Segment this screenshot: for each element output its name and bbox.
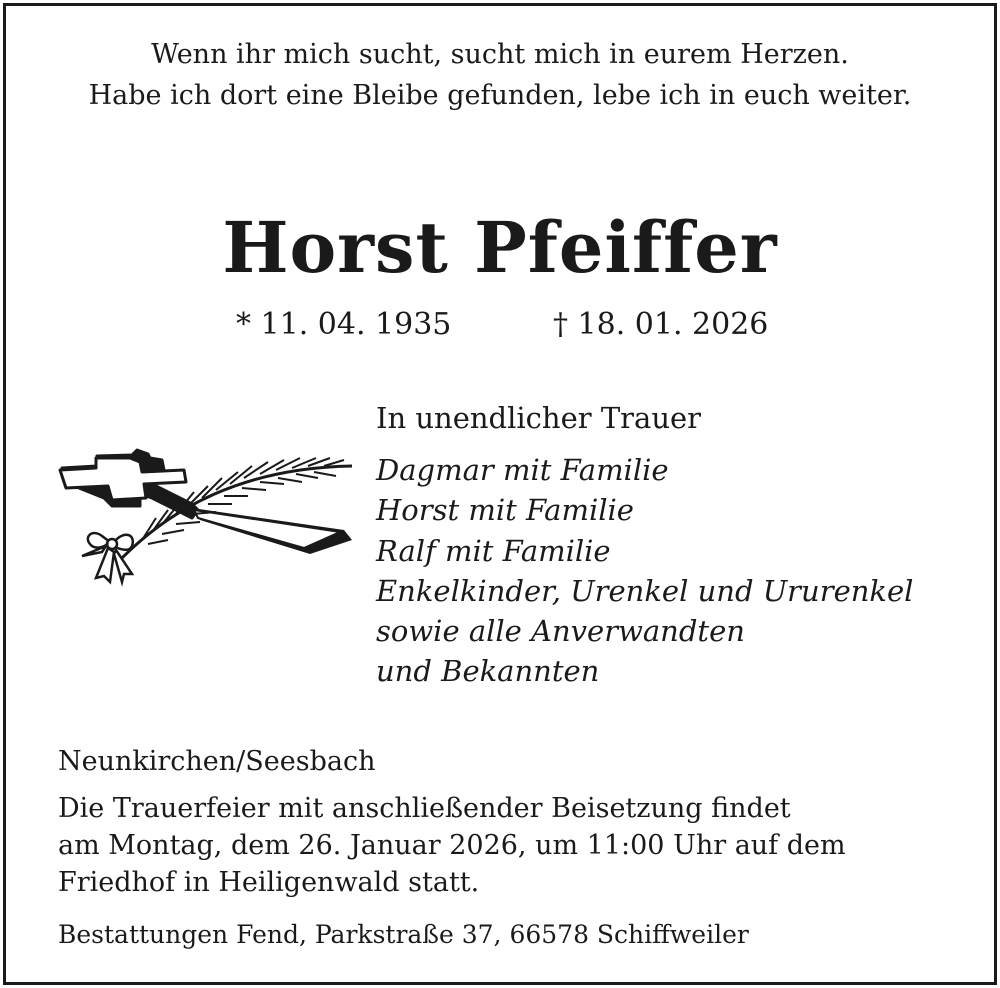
cross-with-palm-branch-icon (52, 448, 357, 590)
undertaker: Bestattungen Fend, Parkstraße 37, 66578 Schiffweiler (58, 920, 749, 949)
motto-line-1: Wenn ihr mich sucht, sucht mich in eurem Herzen. (151, 39, 849, 70)
birth-date: * 11. 04. 1935 (236, 307, 452, 342)
service-details: Die Trauerfeier mit anschließender Beisetzung findet am Montag, dem 26. Januar 2026, um 11:00 Uhr auf dem Friedhof in Heiligenwald statt. (58, 793, 846, 898)
list-item: Ralf mit Familie (376, 533, 611, 568)
list-item: und Bekannten (376, 654, 600, 689)
motto-line-2: Habe ich dort eine Bleibe gefunden, lebe ich in euch weiter. (88, 80, 912, 111)
list-item: Horst mit Familie (376, 493, 634, 528)
list-item: sowie alle Anverwandten (376, 614, 745, 649)
mourners-list (376, 450, 913, 692)
list-item: Enkelkinder, Urenkel und Ururenkel (376, 573, 914, 608)
list-item: Dagmar mit Familie (376, 453, 669, 487)
motto (0, 34, 1000, 116)
deceased-name: Horst Pfeiffer (222, 206, 778, 289)
death-date: † 18. 01. 2026 (553, 307, 769, 342)
mourning-intro: In unendlicher Trauer (376, 401, 702, 435)
place: Neunkirchen/Seesbach (58, 746, 376, 777)
